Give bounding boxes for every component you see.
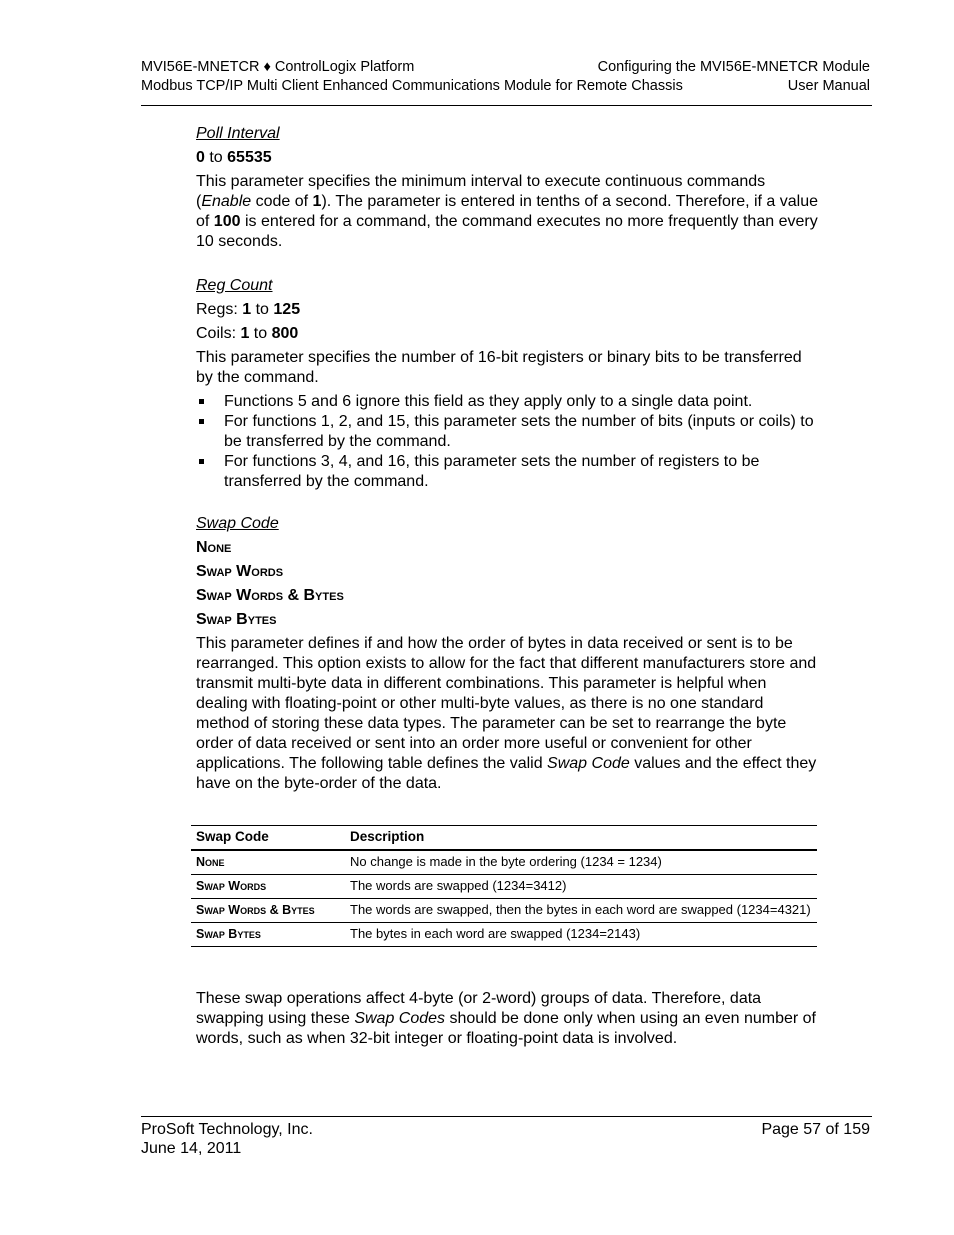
table-cell-code: None	[196, 855, 225, 869]
range-min: 0	[196, 149, 205, 166]
page-number: Page 57 of 159	[761, 1121, 870, 1138]
table-cell-desc: No change is made in the byte ordering (1234 = 1234)	[350, 854, 662, 869]
main-content	[196, 124, 818, 798]
swap-option-none: None	[196, 539, 232, 556]
table-cell-code: Swap Words & Bytes	[196, 903, 315, 917]
reg-count-description: This parameter specifies the number of 16-bit registers or binary bits to be transferred by the command.	[196, 349, 802, 386]
footer-date: June 14, 2011	[141, 1140, 242, 1157]
table-cell-desc: The words are swapped (1234=3412)	[350, 878, 567, 893]
footer-company: ProSoft Technology, Inc.	[141, 1121, 313, 1138]
list-item: For functions 3, 4, and 16, this parameter sets the number of registers to be transferred by the command.	[196, 452, 818, 492]
table-cell-desc: The bytes in each word are swapped (1234=2143)	[350, 926, 641, 941]
page-footer-right	[761, 1120, 870, 1139]
list-item: Functions 5 and 6 ignore this field as they apply only to a single data point.	[196, 392, 818, 412]
poll-interval-description: This parameter specifies the minimum interval to execute continuous commands (Enable code of 1). The parameter is entered in tenths of a second. Therefore, if a value of 100 is entered for a command, the command executes no more frequently than every 10 seconds.	[196, 173, 819, 250]
regs-range: Regs: 1 to 125	[196, 301, 301, 318]
swap-option-swap-bytes: Swap Bytes	[196, 611, 277, 628]
table-header-row	[191, 826, 817, 851]
header-doc-type: User Manual	[787, 78, 870, 94]
page-header-right	[598, 58, 870, 96]
header-divider	[141, 105, 872, 106]
reg-count-title: Reg Count	[196, 277, 273, 294]
list-item: For functions 1, 2, and 15, this parameter sets the number of bits (inputs or coils) to be transferred by the command.	[196, 412, 818, 452]
after-table-paragraph: These swap operations affect 4-byte (or 2-word) groups of data. Therefore, data swapping using these Swap Codes should be done only when using an even number of words, such as when 32-bit integer or floating-point data is involved.	[196, 990, 816, 1047]
table-cell-desc: The words are swapped, then the bytes in each word are swapped (1234=4321)	[350, 902, 811, 917]
bullet-icon	[199, 419, 204, 424]
bullet-icon	[199, 399, 204, 404]
coils-range: Coils: 1 to 800	[196, 325, 299, 342]
bullet-icon	[199, 459, 204, 464]
table-cell-code: Swap Bytes	[196, 927, 261, 941]
footer-divider	[141, 1116, 872, 1117]
poll-interval-range	[196, 148, 818, 168]
swap-code-title: Swap Code	[196, 515, 279, 532]
header-section: Configuring the MVI56E-MNETCR Module	[597, 59, 870, 75]
swap-option-swap-words: Swap Words	[196, 563, 284, 580]
swap-code-description: This parameter defines if and how the order of bytes in data received or sent is to be rearranged. This option exists to allow for the fact that different manufacturers store and transmit multi-byte data in different combinations. This parameter is helpful when dealing with floating-point or other multi-byte values, as there is no one standard method of storing these data types. The parameter can be set to rearrange the byte order of data received or sent into an order more useful or convenient for other applications. The following table defines the valid Swap Code values and the effect they have on the byte-order of the data.	[196, 635, 817, 792]
header-product: MVI56E-MNETCR ♦ ControlLogix Platform	[141, 59, 415, 75]
page-footer-left	[141, 1120, 313, 1158]
header-subtitle: Modbus TCP/IP Multi Client Enhanced Communications Module for Remote Chassis	[141, 78, 683, 94]
table-row	[191, 923, 817, 947]
poll-interval-title: Poll Interval	[196, 125, 280, 142]
table-row	[191, 875, 817, 899]
range-to: to	[209, 149, 223, 166]
range-max: 65535	[227, 149, 272, 166]
table-cell-code: Swap Words	[196, 879, 267, 893]
swap-code-table	[191, 825, 817, 947]
reg-count-bullets	[196, 392, 818, 492]
table-row	[191, 899, 817, 923]
table-row	[191, 850, 817, 875]
table-header-description: Description	[350, 829, 425, 844]
swap-option-swap-words-bytes: Swap Words & Bytes	[196, 587, 344, 604]
table-header-swap-code: Swap Code	[196, 829, 269, 844]
